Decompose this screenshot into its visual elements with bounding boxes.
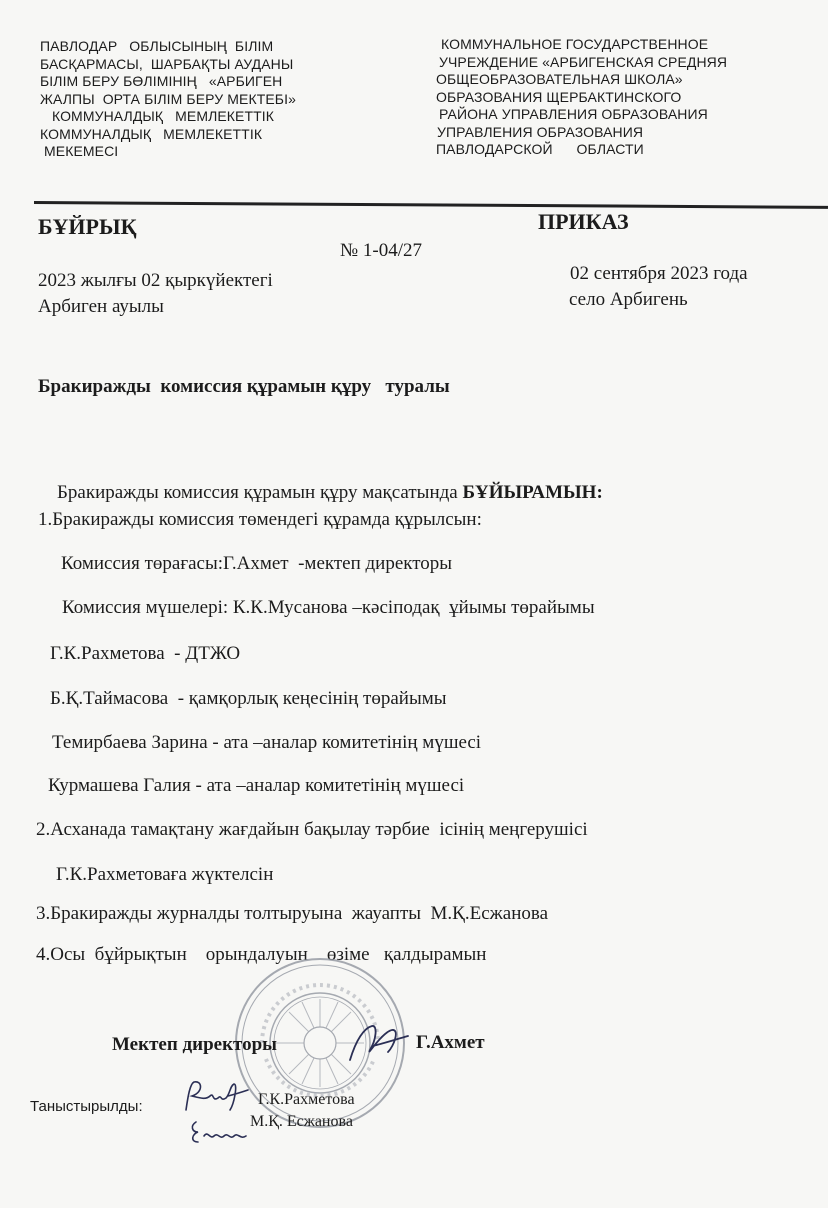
header-right-line: ОБРАЗОВАНИЯ ЩЕРБАКТИНСКОГО <box>436 88 682 105</box>
header-left-line: БАСҚАРМАСЫ, ШАРБАҚТЫ АУДАНЫ <box>40 55 294 72</box>
acquainted-label: Таныстырылды: <box>30 1098 143 1115</box>
header-right-line: УЧРЕЖДЕНИЕ «АРБИГЕНСКАЯ СРЕДНЯЯ <box>439 53 728 70</box>
order-line: 2.Асханада тамақтану жағдайын бақылау тәрбие ісінің меңгерушісі <box>36 819 588 840</box>
header-left-line: КОММУНАЛДЫҚ МЕМЛЕКЕТТІК <box>40 108 275 124</box>
header-right-block <box>436 36 727 159</box>
order-line: 1.Бракиражды комиссия төмендегі құрамда құрылсын: <box>38 509 482 530</box>
header-right-line: КОММУНАЛЬНОЕ ГОСУДАРСТВЕННОЕ <box>441 36 709 52</box>
order-line: 4.Осы бұйрықтын орындалуын өзіме қалдырамын <box>36 944 487 965</box>
director-signature <box>342 1010 414 1072</box>
order-line: Б.Қ.Таймасова - қамқорлық кеңесінің төрайымы <box>50 688 447 709</box>
director-position: Мектеп директоры <box>112 1034 278 1055</box>
header-right-line: УПРАВЛЕНИЯ ОБРАЗОВАНИЯ <box>437 123 644 140</box>
director-name: Г.Ахмет <box>416 1032 485 1053</box>
header-right-line: РАЙОНА УПРАВЛЕНИЯ ОБРАЗОВАНИЯ <box>439 106 708 122</box>
order-line: 3.Бракиражды журналды толтыруына жауапты М.Қ.Есжанова <box>36 903 549 924</box>
order-line: Комиссия төрағасы:Г.Ахмет -мектеп директоры <box>61 553 453 574</box>
header-left-line: БІЛІМ БЕРУ БӨЛІМІНІҢ «АРБИГЕН <box>40 73 283 89</box>
order-line: Темирбаева Зарина - ата –аналар комитетінің мүшесі <box>52 732 482 753</box>
order-intro-text: Бракиражды комиссия құрамын құру мақсатында <box>57 482 463 503</box>
acquainted-signature-1 <box>180 1074 250 1116</box>
order-line: Курмашева Галия - ата –аналар комитетінің мүшесі <box>48 775 465 796</box>
order-title-kz: БҰЙРЫҚ <box>38 214 137 239</box>
acquainted-signature-2 <box>186 1114 252 1148</box>
header-divider <box>34 201 828 209</box>
order-place-ru: село Арбигень <box>569 289 688 310</box>
acquainted-name: М.Қ. Есжанова <box>250 1113 353 1130</box>
header-left-line: ЖАЛПЫ ОРТА БІЛІМ БЕРУ МЕКТЕБІ» <box>40 90 296 107</box>
order-number: № 1-04/27 <box>340 240 422 261</box>
order-subject: Бракиражды комиссия құрамын құру туралы <box>38 376 450 397</box>
order-line: Комиссия мүшелері: К.К.Мусанова –кәсіподақ ұйымы төрайымы <box>62 597 595 618</box>
order-intro-bold: БҰЙЫРАМЫН: <box>462 482 603 503</box>
header-right-line: ПАВЛОДАРСКОЙ ОБЛАСТИ <box>436 141 644 157</box>
order-date-ru: 02 сентября 2023 года <box>570 263 748 284</box>
order-line: Г.К.Рахметоваға жүктелсін <box>56 864 274 885</box>
order-line: Г.К.Рахметова - ДТЖО <box>50 643 241 664</box>
header-left-line: ПАВЛОДАР ОБЛЫСЫНЫҢ БІЛІМ <box>40 38 274 54</box>
header-left-line: КОММУНАЛДЫҚ МЕМЛЕКЕТТІК <box>40 125 263 142</box>
order-title-ru: ПРИКАЗ <box>538 209 629 234</box>
order-date-kz: 2023 жылғы 02 қыркүйектегі <box>38 270 273 291</box>
acquainted-name: Г.К.Рахметова <box>258 1091 355 1108</box>
header-left-block <box>40 38 296 161</box>
header-left-line: МЕКЕМЕСІ <box>40 143 119 159</box>
order-place-kz: Арбиген ауылы <box>38 296 164 317</box>
header-right-line: ОБЩЕОБРАЗОВАТЕЛЬНАЯ ШКОЛА» <box>436 71 683 87</box>
